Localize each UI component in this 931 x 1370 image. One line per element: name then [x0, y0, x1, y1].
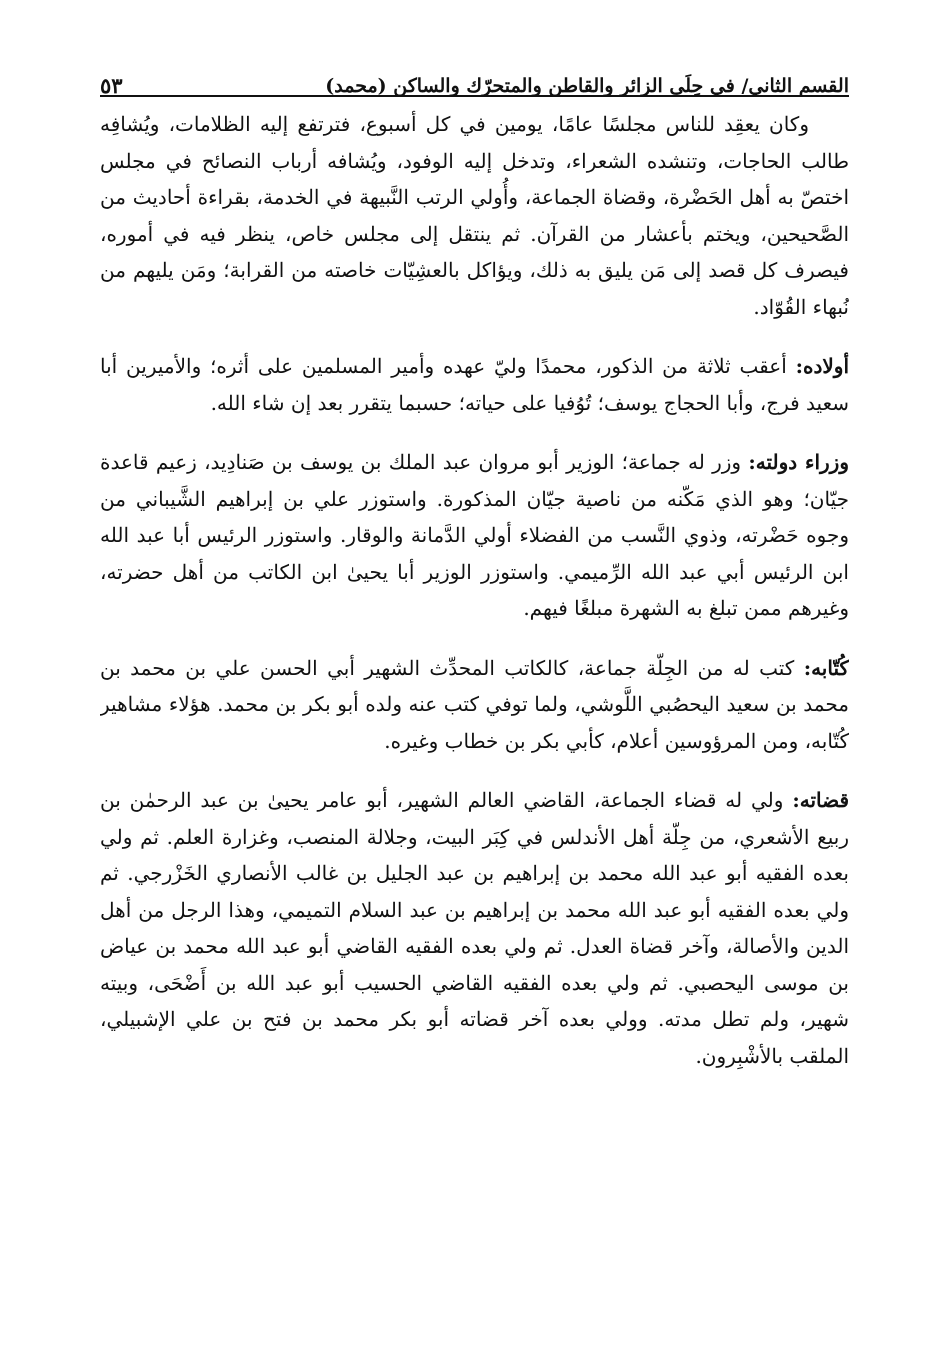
- section-heading: أولاده:: [795, 354, 849, 378]
- section-heading: وزراء دولته:: [748, 450, 849, 474]
- paragraph-children: [100, 348, 849, 421]
- page-body: [100, 106, 849, 1346]
- section-heading: قضاته:: [792, 788, 849, 812]
- paragraph-text: وزر له جماعة؛ الوزير أبو مروان عبد الملك بن يوسف بن صَنادِيد، زعيم قاعدة جيّان؛ وهو الذي مَكّنه من ناصية جيّان المذكورة. واستوزر علي بن إبراهيم الشَّيباني من وجوه حَضْرته، وذوي النَّسب من الفضلاء أولي الدَّمانة والوقار. واستوزر الرئيس أبا عبد الله ابن الرئيس أبي عبد الله الرِّميمي. واستوزر الوزير أبا يحيىٰ ابن الكاتب من أهل حضرته، وغيرهم ممن تبلغ به الشهرة مبلغًا فيهم.: [100, 450, 849, 620]
- paragraph-text: ولي له قضاء الجماعة، القاضي العالم الشهير، أبو عامر يحيىٰ بن عبد الرحمٰن بن ربيع الأشعري، من جِلّة أهل الأندلس في كِبَر البيت، وجلالة المنصب، وغزارة العلم. ثم ولي بعده الفقيه أبو عبد الله محمد بن إبراهيم بن عبد الجليل بن غالب الأنصاري الخَزْرجي. ثم ولي بعده الفقيه أبو عبد الله محمد بن إبراهيم بن عبد السلام التميمي، وهذا الرجل من أهل الدين والأصالة، وآخر قضاة العدل. ثم ولي بعده الفقيه القاضي أبو عبد الله محمد بن عياض بن موسى اليحصبي. ثم ولي بعده الفقيه القاضي الحسيب أبو عبد الله بن أَضْحَى، وبيته شهير، ولم تطل مدته. وولي بعده آخر قضاته أبو بكر محمد بن فتح بن علي الإشبيلي، الملقب بالأشْبِرون.: [100, 788, 849, 1068]
- paragraph-judges: [100, 782, 849, 1074]
- paragraph-scribes: [100, 650, 849, 760]
- paragraph-text: وكان يعقِد للناس مجلسًا عامًا، يومين في كل أسبوع، فترتفع إليه الظلامات، ويُشافِه طالب الحاجات، وتنشده الشعراء، وتدخل إليه الوفود، ويُشافه أرباب النصائح في مجلس اختصّ به أهل الحَضْرة، وقضاة الجماعة، وأُولي الرتب النَّبيهة في الخدمة، بقراءة أحاديث من الصَّحيحين، ويختم بأعشار من القرآن. ثم ينتقل إلى مجلس خاص، ينظر فيه في أموره، فيصرف كل قصد إلى مَن يليق به ذلك، ويؤاكل بالعشِيّات خاصته من القرابة؛ ومَن يليهم من نُبهاء القُوّاد.: [100, 112, 849, 319]
- paragraph-text: كتب له من الجِلّة جماعة، كالكاتب المحدِّث الشهير أبي الحسن علي بن محمد بن محمد بن سعيد اليحصُبي اللَّوشي، ولما توفي كتب عنه ولده أبو بكر بن محمد. هؤلاء مشاهير كُتّابه، ومن المرؤوسين أعلام، كأبي بكر بن خطاب وغيره.: [100, 655, 849, 753]
- section-heading: كُتّابه:: [803, 655, 849, 680]
- page-number: ٥٣: [100, 73, 123, 98]
- running-title: القسم الثاني/ في حِلَى الزائر والقاطن والمتحرّك والساكن (محمد): [325, 75, 849, 97]
- paragraph-council: [100, 106, 849, 325]
- running-header: [100, 58, 849, 98]
- header-rule: [100, 95, 849, 97]
- paragraph-ministers: [100, 444, 849, 627]
- paragraph-text: أعقب ثلاثة من الذكور، محمدًا وليّ عهده وأمير المسلمين على أثره؛ والأميرين أبا سعيد فرج، وأبا الحجاج يوسف؛ تُوُفيا على حياته؛ حسبما يتقرر بعد إن شاء الله.: [100, 354, 849, 415]
